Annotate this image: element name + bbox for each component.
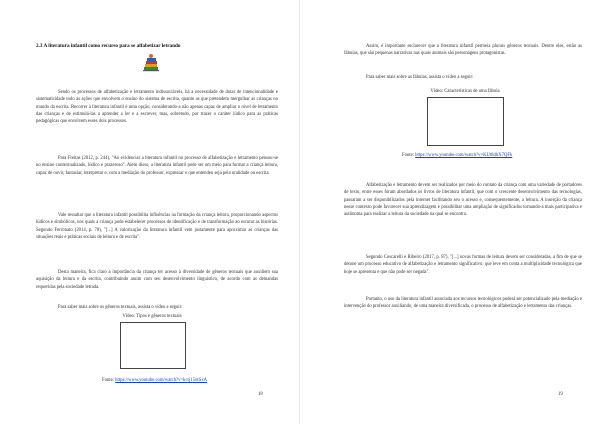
video-link[interactable]: https://www.youtube.com/watch?v=kcrj15ntSxA: [115, 378, 208, 383]
video-frame[interactable]: [427, 97, 504, 146]
page-number: 19: [558, 392, 563, 397]
source-prefix: Fonte:: [402, 153, 416, 158]
video-source: [102, 378, 207, 383]
paragraph: Para Freitas (2012, p. 244), "Ao evidenciar a literatura infantil no processo de alfabetização e letramento pensou-se no ensino contextualizado, lúdico e prazeroso". Além disso, a literatura infantil pode ser um meio para formar a criança leitora, capaz de ouvir, fantasiar, interpretar e, com a mediação do professor, expressar o que entendeu seja pela oralidade ou escrita.: [36, 156, 278, 176]
right-page: [300, 0, 600, 424]
books-illustration: [140, 53, 162, 75]
source-prefix: Fonte:: [102, 378, 116, 383]
video-label: Vídeo: Características de uma fábula: [430, 89, 500, 94]
video-label: Vídeo: Tipos e gêneros textuais: [122, 314, 182, 319]
video-source: [402, 153, 512, 158]
paragraph: Sendo os processos de alfabetização e letramento indissociáveis, há a necessidade de dotar de intencionalidade e sistematicidade todo as ações que envolvem o ensino do sistema de escrita, quanto as que pretendem mergulhar as crianças no mundo da escrita. Recorrer à literatura infantil é uma opção, considerando-a não apenas capaz de ampliar o nível de letramento das crianças e de estimulá-las a aprender a ler e a escrever, mas, sobretudo, por trazer o caráter lúdico para as práticas pedagógicas que envolvem esses dois processos.: [36, 90, 278, 125]
paragraph: Portanto, o uso da literatura infantil associada aos recursos tecnológicos poderá ser potencializado pela mediação e intervenção do professor auxiliando, de uma maneira diversificada, o processo de alfabetização e letramento das crianças.: [344, 297, 582, 310]
paragraph: Segundo Coscarelli e Ribeiro (2017, p. 87), "[...] novas formas de leitura devem ser consideradas, a fim de que se detone um processo educativo de alfabetização e letramento significativo, que leve em conta a multiplicidade tecnológica que hoje se apresenta e que não pode ser negada".: [344, 255, 582, 275]
page-number: 18: [258, 392, 263, 397]
paragraph: Alfabetização e letramento devem ser realizados por meio do contato da criança com uma variedade de portadores de texto, entre esses foram abordados os livros de literatura infantil, que com o crescente desenvolvimento das tecnologias, passaram a ser disponibilizados pela internet facilitando seu o acesso e, consequentemente, a leitura. A inserção da criança nesse contexto pode favorecer sua aprendizagem e possibilitar uma ampliação de significados tornando-a mais participativa e autônoma para realizar a leitura da sociedade na qual se encontra.: [344, 183, 582, 218]
section-heading: 2.3 A literatura infantil como recurso para se alfabetizar letrando: [36, 43, 181, 49]
paragraph: Para saber mais sobre as fábulas, assista o vídeo a seguir:: [366, 75, 474, 80]
video-frame[interactable]: [120, 322, 186, 369]
video-link[interactable]: https://www.youtube.com/watch?v=KUt8dbX7QFk: [415, 153, 513, 158]
paragraph: Assim, é importante esclarecer que a literatura infantil permeia plurais gêneros textuais. Dentre eles, estão as fábulas, que são pequenas narrativas nas quais animais são personagens protagonistas.: [344, 44, 582, 57]
paragraph: Desta maneira, fica claro a importância da criança ter acesso à diversidade de gêneros textuais que auxiliem sua aquisição da leitura e da escrita, contribuindo assim com seu desenvolvimento linguístico, de acordo com as demandas requeridas pela sociedade letrada.: [36, 270, 278, 290]
paragraph: Para saber mais sobre os gêneros textuais, assista o vídeo a seguir:: [58, 305, 183, 310]
paragraph: Vale ressaltar que a literatura infantil possibilita influências na formação da criança leitora, proporcionando aspectos lúdicos e simbólicos, nos quais a criança pode estabelecer processos de identificação e de transformação ao escutar as histórias. Segundo Ferronato (2014, p. 70), "[...] A valorização da literatura infantil vem justamente para aproximar as crianças das situações reais e práticas sociais de leitura e de escrita".: [36, 213, 278, 240]
